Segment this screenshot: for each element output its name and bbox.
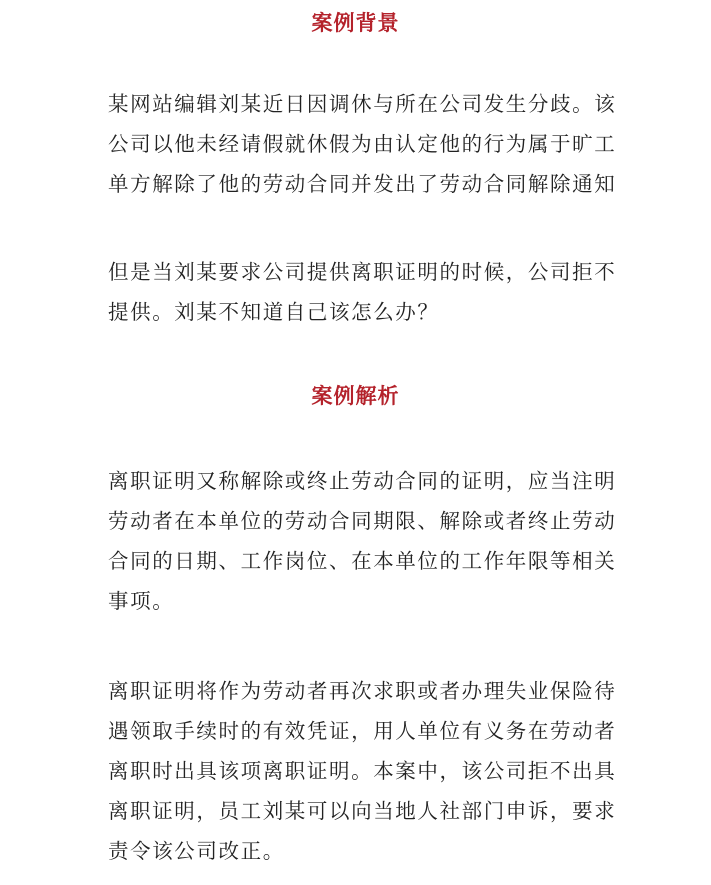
text-line: 离职证明，员工刘某可以向当地人社部门申诉，要求 [108, 799, 617, 823]
text-line: 离职时出具该项离职证明。本案中，该公司拒不出具 [108, 759, 617, 783]
text-line: 责令该公司改正。 [108, 839, 285, 863]
paragraph-analysis-2 [108, 671, 668, 871]
text-line: 提供。刘某不知道自己该怎么办？ [108, 300, 440, 324]
paragraph-background-2 [108, 252, 668, 332]
text-line: 单方解除了他的劳动合同并发出了劳动合同解除通知 [108, 172, 617, 196]
text-line: 某网站编辑刘某近日因调休与所在公司发生分歧。该 [108, 92, 617, 116]
paragraph-background-1 [108, 84, 668, 204]
text-line: 但是当刘某要求公司提供离职证明的时候，公司拒不 [108, 260, 617, 284]
text-line: 公司以他未经请假就休假为由认定他的行为属于旷工 [108, 132, 617, 156]
text-line: 合同的日期、工作岗位、在本单位的工作年限等相关 [108, 549, 617, 573]
text-line: 劳动者在本单位的劳动合同期限、解除或者终止劳动 [108, 509, 617, 533]
section-title-analysis: 案例解析 [311, 384, 400, 408]
paragraph-analysis-1 [108, 461, 668, 621]
text-line: 离职证明将作为劳动者再次求职或者办理失业保险待 [108, 679, 617, 703]
text-line: 事项。 [108, 589, 175, 613]
text-line: 遇领取手续时的有效凭证，用人单位有义务在劳动者 [108, 719, 617, 743]
text-line: 离职证明又称解除或终止劳动合同的证明，应当注明 [108, 469, 617, 493]
section-title-background: 案例背景 [311, 11, 400, 35]
